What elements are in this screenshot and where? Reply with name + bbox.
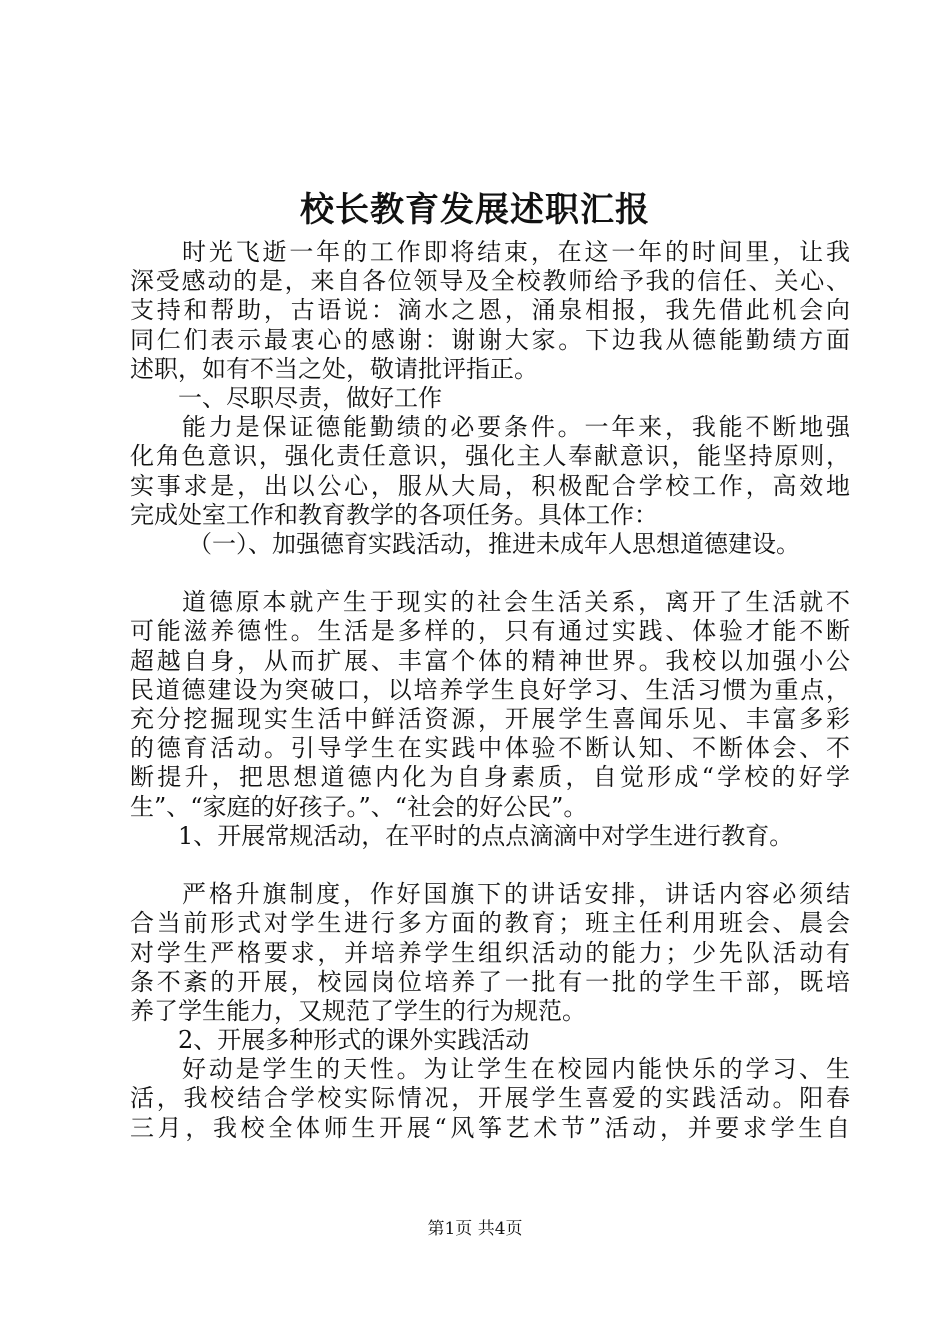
section-heading [130, 1026, 850, 1055]
text-line: 可能滋养德性。生活是多样的，只有通过实践、体验才能不断 [130, 617, 850, 646]
blank-line [130, 559, 850, 588]
text-line: 深受感动的是，来自各位领导及全校教师给予我的信任、关心、 [130, 267, 850, 296]
text-line: 一、尽职尽责，做好工作 [178, 383, 442, 412]
text-line: 对学生严格要求，并培养学生组织活动的能力；少先队活动有 [130, 938, 850, 967]
section-heading [130, 822, 850, 851]
paragraph [130, 238, 850, 384]
text-line: 1、开展常规活动，在平时的点点滴滴中对学生进行教育。 [178, 821, 794, 850]
paragraph [130, 413, 850, 530]
text-line: 超越自身，从而扩展、丰富个体的精神世界。我校以加强小公 [130, 646, 850, 675]
text-line: 实事求是，出以公心，服从大局，积极配合学校工作，高效地 [130, 471, 850, 500]
paragraph [130, 588, 850, 822]
text-line: 的德育活动。引导学生在实践中体验不断认知、不断体会、不 [130, 734, 850, 763]
document-body [130, 238, 850, 1143]
text-line: 条不紊的开展，校园岗位培养了一批有一批的学生干部，既培 [130, 967, 850, 996]
paragraph [130, 1055, 850, 1143]
text-line: 生”、“家庭的好孩子。”、“社会的好公民”。 [130, 792, 588, 821]
text-line: 支持和帮助，古语说：滴水之恩，涌泉相报，我先借此机会向 [130, 296, 850, 325]
section-heading [130, 384, 850, 413]
text-line: 时光飞逝一年的工作即将结束，在这一年的时间里，让我 [182, 238, 850, 266]
text-line: 断提升，把思想道德内化为自身素质，自觉形成“学校的好学 [130, 763, 850, 792]
text-line: 同仁们表示最衷心的感谢：谢谢大家。下边我从德能勤绩方面 [130, 325, 850, 354]
text-line: 能力是保证德能勤绩的必要条件。一年来，我能不断地强 [182, 413, 850, 442]
text-line: 化角色意识，强化责任意识，强化主人奉献意识，能坚持原则， [130, 442, 850, 471]
text-line: 述职，如有不当之处，敬请批评指正。 [130, 354, 538, 383]
text-line: 民道德建设为突破口，以培养学生良好学习、生活习惯为重点， [130, 675, 850, 704]
text-line: 道德原本就产生于现实的社会生活关系，离开了生活就不 [182, 588, 850, 617]
text-line: 好动是学生的天性。为让学生在校园内能快乐的学习、生 [182, 1055, 850, 1084]
subsection-heading [130, 530, 850, 559]
text-line: 合当前形式对学生进行多方面的教育；班主任利用班会、晨会 [130, 909, 850, 938]
document-title: 校长教育发展述职汇报 [300, 190, 650, 230]
text-line: 完成处室工作和教育教学的各项任务。具体工作： [130, 500, 658, 529]
text-line: 充分挖掘现实生活中鲜活资源，开展学生喜闻乐见、丰富多彩 [130, 705, 850, 733]
text-line: 三月，我校全体师生开展“风筝艺术节”活动，并要求学生自 [130, 1113, 850, 1142]
page-footer: 第1页 共4页 [427, 1219, 523, 1239]
text-line: 活，我校结合学校实际情况，开展学生喜爱的实践活动。阳春 [130, 1084, 850, 1113]
text-line: （一）、加强德育实践活动，推进未成年人思想道德建设。 [188, 529, 800, 558]
blank-line [130, 851, 850, 880]
text-line: 养了学生能力，又规范了学生的行为规范。 [130, 996, 586, 1025]
paragraph [130, 880, 850, 1026]
text-line: 2、开展多种形式的课外实践活动 [178, 1026, 530, 1055]
text-line: 严格升旗制度，作好国旗下的讲话安排，讲话内容必须结 [182, 880, 850, 909]
